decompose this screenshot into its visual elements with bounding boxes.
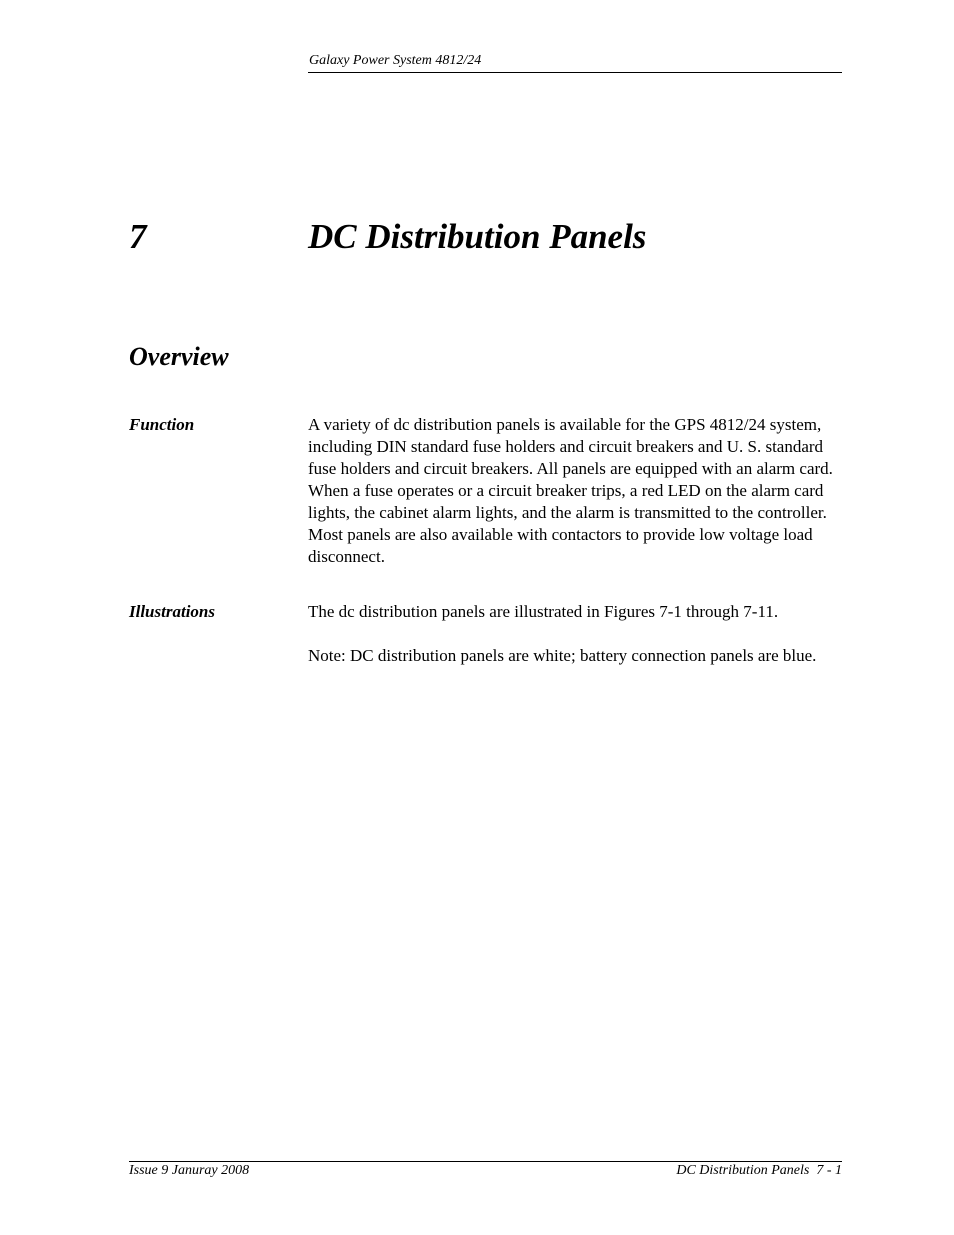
chapter-title: DC Distribution Panels [308,217,647,256]
header-rule [308,72,842,73]
footer-page-number: DC Distribution Panels 7 - 1 [676,1163,842,1178]
function-label: Function [129,415,195,434]
footer-issue-date: Issue 9 Januray 2008 [129,1163,250,1178]
running-header-title: Galaxy Power System 4812/24 [309,53,482,68]
illustrations-label: Illustrations [129,602,215,621]
illustrations-note: Note: DC distribution panels are white; battery connection panels are blue. [308,646,817,665]
footer-rule [129,1161,842,1162]
illustrations-paragraph: The dc distribution panels are illustrated in Figures 7-1 through 7-11. [308,602,779,621]
section-heading: Overview [129,342,229,371]
chapter-number: 7 [129,217,147,256]
function-paragraph: A variety of dc distribution panels is available for the GPS 4812/24 system, including DIN standard fuse holders and circuit breakers and U. S. standard fuse holders and circuit breakers. All panels are equipped with an alarm card. When a fuse operates or a circuit breaker trips, a red LED on the alarm card lights, the cabinet alarm lights, and the alarm is transmitted to the controller. Most panels are also available with contactors to provide low voltage load disconnect. [308,415,833,566]
